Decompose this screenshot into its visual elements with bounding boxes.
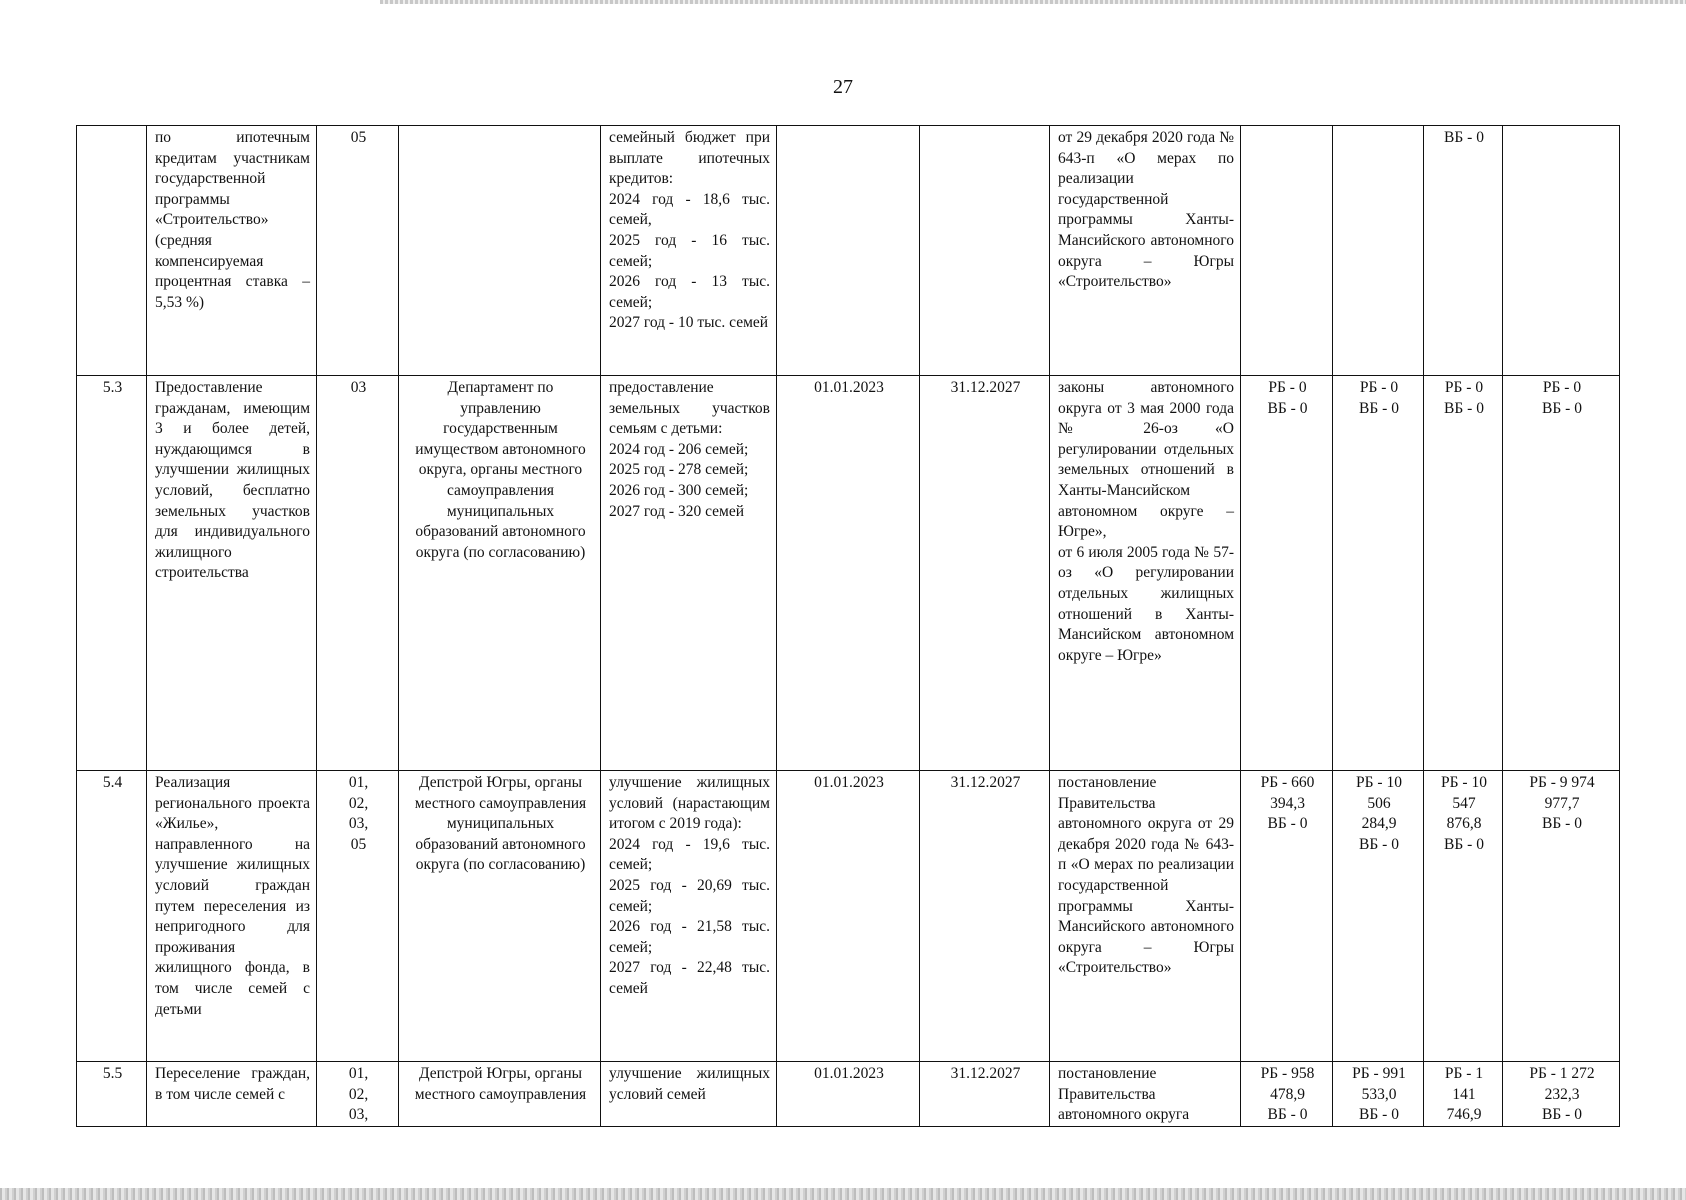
activity-name: Реализация регионального проекта «Жилье», направленного на улучшение жилищных условий граждан путем переселения из непригодного для проживания жилищного фонда, в том числе семей с детьми (147, 771, 317, 1062)
task-code: 05 (317, 126, 399, 376)
expected-result: предоставление земельных участков семьям с детьми: 2024 год - 206 семей; 2025 год - 278 семей; 2026 год - 300 семей; 2027 год - 320 семей (601, 376, 777, 771)
legal-basis: постановление Правительства автономного округа (1050, 1062, 1241, 1127)
expected-result: улучшение жилищных условий семей (601, 1062, 777, 1127)
start-date (777, 126, 920, 376)
legal-basis: постановление Правительства автономного округа от 29 декабря 2020 года № 643-п «О мерах по реализации государственной программы Ханты-Мансийского автономного округа – Югры «Строительство» (1050, 771, 1241, 1062)
funding-2027 (1503, 126, 1620, 376)
funding-2026: РБ - 10 547 876,8 ВБ - 0 (1424, 771, 1503, 1062)
table-row (77, 771, 1620, 1062)
end-date (920, 126, 1050, 376)
funding-2026: РБ - 0 ВБ - 0 (1424, 376, 1503, 771)
table-row (77, 126, 1620, 376)
funding-2024: РБ - 0 ВБ - 0 (1241, 376, 1333, 771)
funding-2024 (1241, 126, 1333, 376)
executor: Депстрой Югры, органы местного самоуправления (399, 1062, 601, 1127)
row-number: 5.4 (77, 771, 147, 1062)
start-date: 01.01.2023 (777, 1062, 920, 1127)
legal-basis: от 29 декабря 2020 года № 643-п «О мерах по реализации государственной программы Ханты-Мансийского автономного округа – Югры «Строительство» (1050, 126, 1241, 376)
funding-2026: РБ - 1 141 746,9 (1424, 1062, 1503, 1127)
funding-2027: РБ - 1 272 232,3 ВБ - 0 (1503, 1062, 1620, 1127)
end-date: 31.12.2027 (920, 771, 1050, 1062)
table-row (77, 1062, 1620, 1127)
legal-basis: законы автономного округа от 3 мая 2000 года № 26-оз «О регулировании отдельных земельных отношений в Ханты-Мансийском автономном округе – Югре», от 6 июля 2005 года № 57-оз «О регулировании отдельных жилищных отношений в Ханты-Мансийском автономном округе – Югре» (1050, 376, 1241, 771)
funding-2025 (1333, 126, 1424, 376)
page-number: 27 (833, 76, 853, 98)
row-number: 5.3 (77, 376, 147, 771)
table-row (77, 376, 1620, 771)
funding-2025: РБ - 991 533,0 ВБ - 0 (1333, 1062, 1424, 1127)
activity-name: Предоставление гражданам, имеющим 3 и более детей, нуждающимся в улучшении жилищных условий, бесплатно земельных участков для индивидуального жилищного строительства (147, 376, 317, 771)
funding-2027: РБ - 0 ВБ - 0 (1503, 376, 1620, 771)
executor: Депстрой Югры, органы местного самоуправления муниципальных образований автономного округа (по согласованию) (399, 771, 601, 1062)
row-number (77, 126, 147, 376)
scan-edge-top (380, 0, 1686, 4)
executor: Департамент по управлению государственным имуществом автономного округа, органы местного самоуправления муниципальных образований автономного округа (по согласованию) (399, 376, 601, 771)
funding-2026: ВБ - 0 (1424, 126, 1503, 376)
expected-result: улучшение жилищных условий (нарастающим итогом с 2019 года): 2024 год - 19,6 тыс. семей; 2025 год - 20,69 тыс. семей; 2026 год - 21,58 тыс. семей; 2027 год - 22,48 тыс. семей (601, 771, 777, 1062)
scan-edge-bottom (0, 1188, 1686, 1200)
funding-2025: РБ - 0 ВБ - 0 (1333, 376, 1424, 771)
end-date: 31.12.2027 (920, 376, 1050, 771)
end-date: 31.12.2027 (920, 1062, 1050, 1127)
task-code: 03 (317, 376, 399, 771)
funding-2024: РБ - 958 478,9 ВБ - 0 (1241, 1062, 1333, 1127)
program-table (76, 125, 1620, 1127)
task-code: 01, 02, 03, (317, 1062, 399, 1127)
expected-result: семейный бюджет при выплате ипотечных кредитов: 2024 год - 18,6 тыс. семей, 2025 год - 16 тыс. семей; 2026 год - 13 тыс. семей; 2027 год - 10 тыс. семей (601, 126, 777, 376)
start-date: 01.01.2023 (777, 376, 920, 771)
activity-name: Переселение граждан, в том числе семей с (147, 1062, 317, 1127)
funding-2027: РБ - 9 974 977,7 ВБ - 0 (1503, 771, 1620, 1062)
task-code: 01, 02, 03, 05 (317, 771, 399, 1062)
funding-2025: РБ - 10 506 284,9 ВБ - 0 (1333, 771, 1424, 1062)
row-number: 5.5 (77, 1062, 147, 1127)
funding-2024: РБ - 660 394,3 ВБ - 0 (1241, 771, 1333, 1062)
start-date: 01.01.2023 (777, 771, 920, 1062)
activity-name: по ипотечным кредитам участникам государственной программы «Строительство» (средняя компенсируемая процентная ставка – 5,53 %) (147, 126, 317, 376)
executor (399, 126, 601, 376)
